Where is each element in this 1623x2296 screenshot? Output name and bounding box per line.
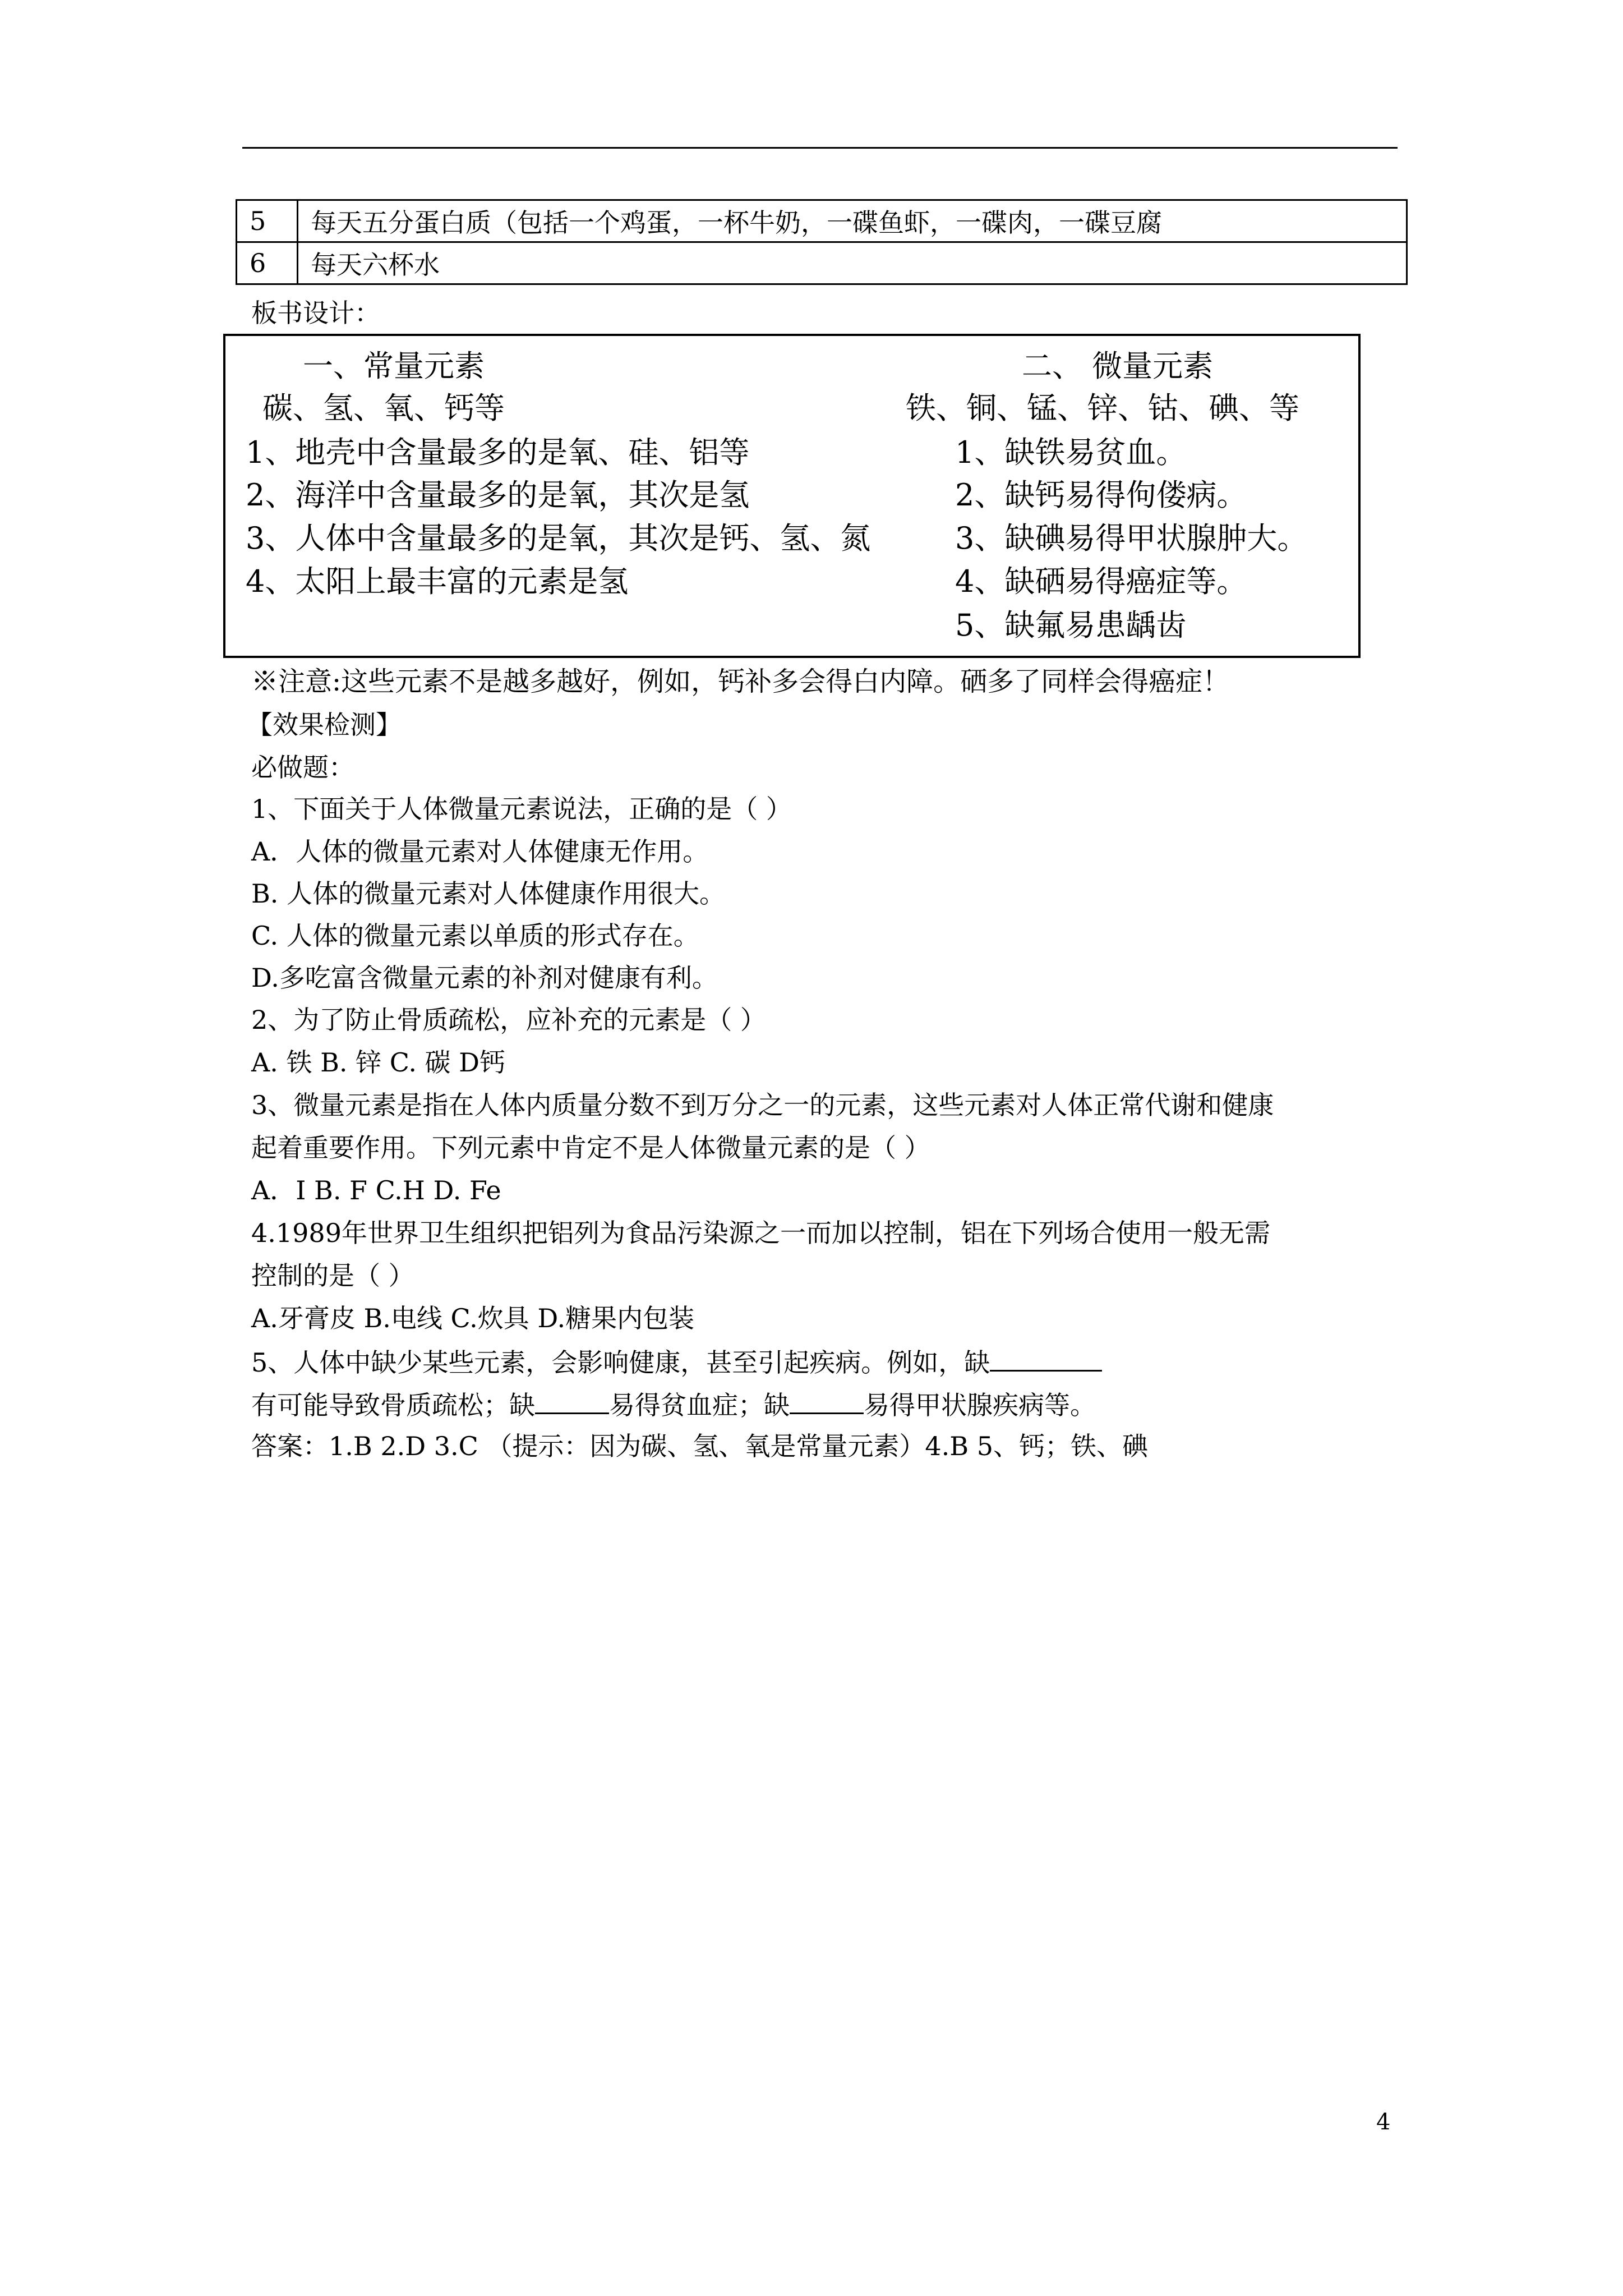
table-row xyxy=(237,200,1407,242)
q5-line1 xyxy=(251,1344,1102,1379)
left-item: 2、海洋中含量最多的是氧，其次是氢 xyxy=(246,477,750,513)
q5-text: 易得贫血症；缺 xyxy=(609,1390,790,1420)
header-rule xyxy=(242,147,1398,149)
board-label: 板书设计： xyxy=(251,298,380,328)
left-heading: 一、常量元素 xyxy=(303,348,485,384)
row-text: 每天六杯水 xyxy=(298,242,1407,284)
q1-option: C. 人体的微量元素以单质的形式存在。 xyxy=(251,921,699,951)
answer-blank[interactable] xyxy=(535,1387,609,1414)
page-number: 4 xyxy=(1376,2109,1391,2135)
row-number: 6 xyxy=(237,242,298,284)
answers: 答案：1.B 2.D 3.C （提示：因为碳、氢、氧是常量元素）4.B 5、钙；铁、碘 xyxy=(251,1431,1148,1461)
row-number: 5 xyxy=(237,200,298,242)
q1-option: D.多吃富含微量元素的补剂对健康有利。 xyxy=(251,963,718,993)
q1-option: A．人体的微量元素对人体健康无作用。 xyxy=(251,836,709,867)
left-item: 3、人体中含量最多的是氧，其次是钙、氢、氮 xyxy=(246,521,871,556)
q5-text: 有可能导致骨质疏松；缺 xyxy=(251,1390,535,1420)
required-label: 必做题： xyxy=(251,752,354,783)
q2-options: A. 铁 B. 锌 C. 碳 D钙 xyxy=(251,1047,506,1078)
left-item: 4、太阳上最丰富的元素是氢 xyxy=(246,564,629,599)
left-sub: 碳、氢、氧、钙等 xyxy=(262,390,505,426)
q5-text: 5、人体中缺少某些元素，会影响健康，甚至引起疾病。例如，缺 xyxy=(251,1347,990,1378)
right-sub: 铁、铜、锰、锌、钴、碘、等 xyxy=(906,390,1299,426)
right-item: 2、缺钙易得佝偻病。 xyxy=(955,477,1247,513)
right-item: 4、缺硒易得癌症等。 xyxy=(955,564,1247,599)
q3-stem-line1: 3、微量元素是指在人体内质量分数不到万分之一的元素，这些元素对人体正常代谢和健康 xyxy=(251,1090,1274,1120)
section-title: 【效果检测】 xyxy=(247,710,402,740)
q3-stem-line2: 起着重要作用。下列元素中肯定不是人体微量元素的是（ ） xyxy=(251,1133,930,1163)
q4-options: A.牙膏皮 B.电线 C.炊具 D.糖果内包装 xyxy=(251,1303,695,1333)
q1-option: B. 人体的微量元素对人体健康作用很大。 xyxy=(251,878,726,909)
q5-text: 易得甲状腺疾病等。 xyxy=(864,1390,1096,1420)
left-item: 1、地壳中含量最多的是氧、硅、铝等 xyxy=(246,435,750,470)
answer-blank[interactable] xyxy=(990,1344,1102,1372)
diet-table xyxy=(236,199,1408,285)
q3-options: A．I B. F C.H D. Fe xyxy=(251,1175,501,1205)
right-item: 5、缺氟易患龋齿 xyxy=(955,608,1187,643)
q5-line2 xyxy=(251,1387,1096,1422)
answer-blank[interactable] xyxy=(790,1387,864,1414)
right-item: 1、缺铁易贫血。 xyxy=(955,435,1187,470)
q4-stem-line2: 控制的是（ ） xyxy=(251,1260,414,1291)
q4-stem-line1: 4.1989年世界卫生组织把铝列为食品污染源之一而加以控制，铝在下列场合使用一般无需 xyxy=(251,1218,1270,1248)
q1-stem: 1、下面关于人体微量元素说法，正确的是（ ） xyxy=(251,794,792,824)
table-row xyxy=(237,242,1407,284)
q2-stem: 2、为了防止骨质疏松，应补充的元素是（ ） xyxy=(251,1005,766,1035)
right-item: 3、缺碘易得甲状腺肿大。 xyxy=(955,521,1308,556)
right-heading: 二、 微量元素 xyxy=(1022,348,1214,384)
row-text: 每天五分蛋白质（包括一个鸡蛋，一杯牛奶，一碟鱼虾，一碟肉，一碟豆腐 xyxy=(298,200,1407,242)
note: ※注意:这些元素不是越多越好，例如，钙补多会得白内障。硒多了同样会得癌症！ xyxy=(251,666,1230,697)
